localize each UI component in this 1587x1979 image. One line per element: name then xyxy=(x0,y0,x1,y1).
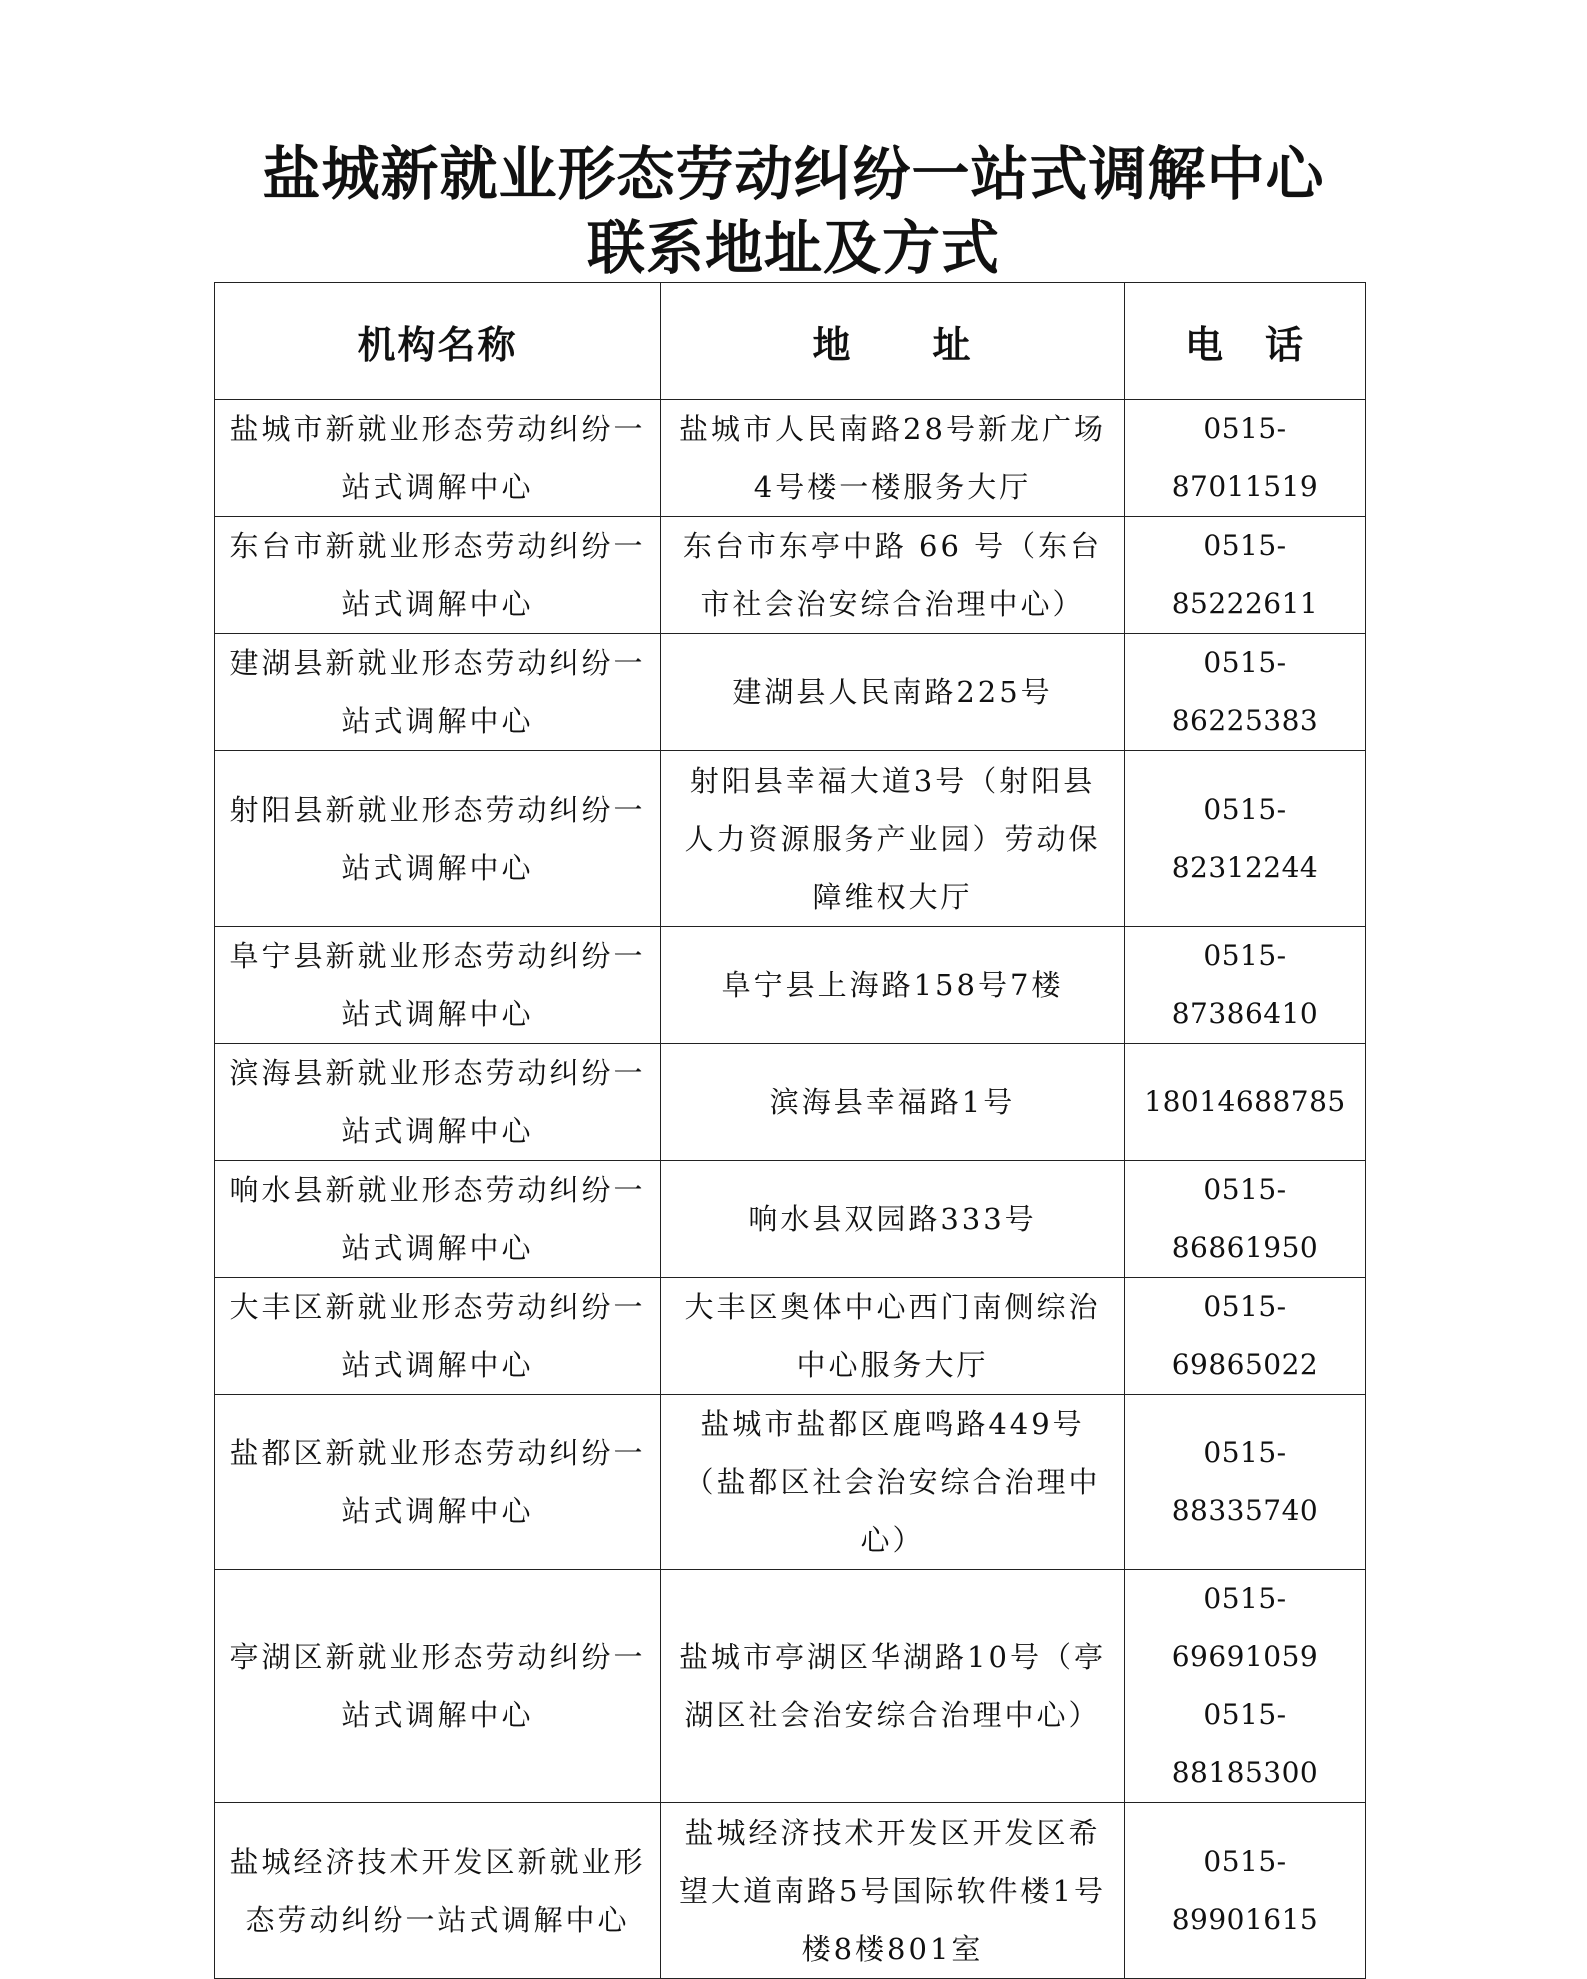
institution-name-cell: 东台市新就业形态劳动纠纷一站式调解中心 xyxy=(215,517,661,634)
institution-name-cell: 射阳县新就业形态劳动纠纷一站式调解中心 xyxy=(215,751,661,927)
table-row xyxy=(215,751,1366,927)
institution-name-cell: 盐都区新就业形态劳动纠纷一站式调解中心 xyxy=(215,1395,661,1570)
phone-cell: 0515-86225383 xyxy=(1125,634,1366,751)
table-row xyxy=(215,400,1366,517)
institution-name-cell: 盐城经济技术开发区新就业形态劳动纠纷一站式调解中心 xyxy=(215,1803,661,1979)
institution-name-cell: 盐城市新就业形态劳动纠纷一站式调解中心 xyxy=(215,400,661,517)
phone-cell: 0515-89901615 xyxy=(1125,1803,1366,1979)
institution-name-cell: 建湖县新就业形态劳动纠纷一站式调解中心 xyxy=(215,634,661,751)
header-institution-name: 机构名称 xyxy=(215,283,661,400)
institution-name-cell: 大丰区新就业形态劳动纠纷一站式调解中心 xyxy=(215,1278,661,1395)
table-row xyxy=(215,1395,1366,1570)
address-cell: 响水县双园路333号 xyxy=(661,1161,1125,1278)
address-cell: 滨海县幸福路1号 xyxy=(661,1044,1125,1161)
phone-cell: 0515-87386410 xyxy=(1125,927,1366,1044)
institution-name-cell: 阜宁县新就业形态劳动纠纷一站式调解中心 xyxy=(215,927,661,1044)
table-row xyxy=(215,1278,1366,1395)
phone-number-primary: 0515-69691059 xyxy=(1171,1582,1319,1673)
address-cell: 射阳县幸福大道3号（射阳县人力资源服务产业园）劳动保障维权大厅 xyxy=(661,751,1125,927)
address-cell: 大丰区奥体中心西门南侧综治中心服务大厅 xyxy=(661,1278,1125,1395)
phone-cell: 0515-87011519 xyxy=(1125,400,1366,517)
institution-name-cell: 响水县新就业形态劳动纠纷一站式调解中心 xyxy=(215,1161,661,1278)
table-row xyxy=(215,1161,1366,1278)
institution-name-cell: 滨海县新就业形态劳动纠纷一站式调解中心 xyxy=(215,1044,661,1161)
table-row xyxy=(215,1803,1366,1979)
table-header-row xyxy=(215,283,1366,400)
address-cell: 阜宁县上海路158号7楼 xyxy=(661,927,1125,1044)
table-row xyxy=(215,517,1366,634)
table-row xyxy=(215,634,1366,751)
phone-cell: 0515-69865022 xyxy=(1125,1278,1366,1395)
document-title-line-1: 盐城新就业形态劳动纠纷一站式调解中心 xyxy=(262,140,1325,208)
phone-cell: 0515-85222611 xyxy=(1125,517,1366,634)
address-cell: 建湖县人民南路225号 xyxy=(661,634,1125,751)
address-cell: 盐城市亭湖区华湖路10号（亭湖区社会治安综合治理中心） xyxy=(661,1570,1125,1803)
table-row xyxy=(215,1570,1366,1803)
phone-number-secondary: 0515-88185300 xyxy=(1171,1698,1319,1789)
table-row xyxy=(215,1044,1366,1161)
address-cell: 盐城市盐都区鹿鸣路449号（盐都区社会治安综合治理中心） xyxy=(661,1395,1125,1570)
table-row xyxy=(215,927,1366,1044)
institution-name-cell: 亭湖区新就业形态劳动纠纷一站式调解中心 xyxy=(215,1570,661,1803)
address-cell: 东台市东亭中路 66 号（东台市社会治安综合治理中心） xyxy=(661,517,1125,634)
address-cell: 盐城经济技术开发区开发区希望大道南路5号国际软件楼1号楼8楼801室 xyxy=(661,1803,1125,1979)
phone-cell: 0515-88335740 xyxy=(1125,1395,1366,1570)
phone-cell-double xyxy=(1125,1570,1366,1803)
address-cell: 盐城市人民南路28号新龙广场4号楼一楼服务大厅 xyxy=(661,400,1125,517)
header-phone: 电 话 xyxy=(1125,283,1366,400)
document-title-line-2: 联系地址及方式 xyxy=(586,214,1000,282)
phone-cell: 18014688785 xyxy=(1125,1044,1366,1161)
header-address: 地 址 xyxy=(661,283,1125,400)
phone-cell: 0515-82312244 xyxy=(1125,751,1366,927)
phone-cell: 0515-86861950 xyxy=(1125,1161,1366,1278)
contact-table xyxy=(214,282,1366,1979)
